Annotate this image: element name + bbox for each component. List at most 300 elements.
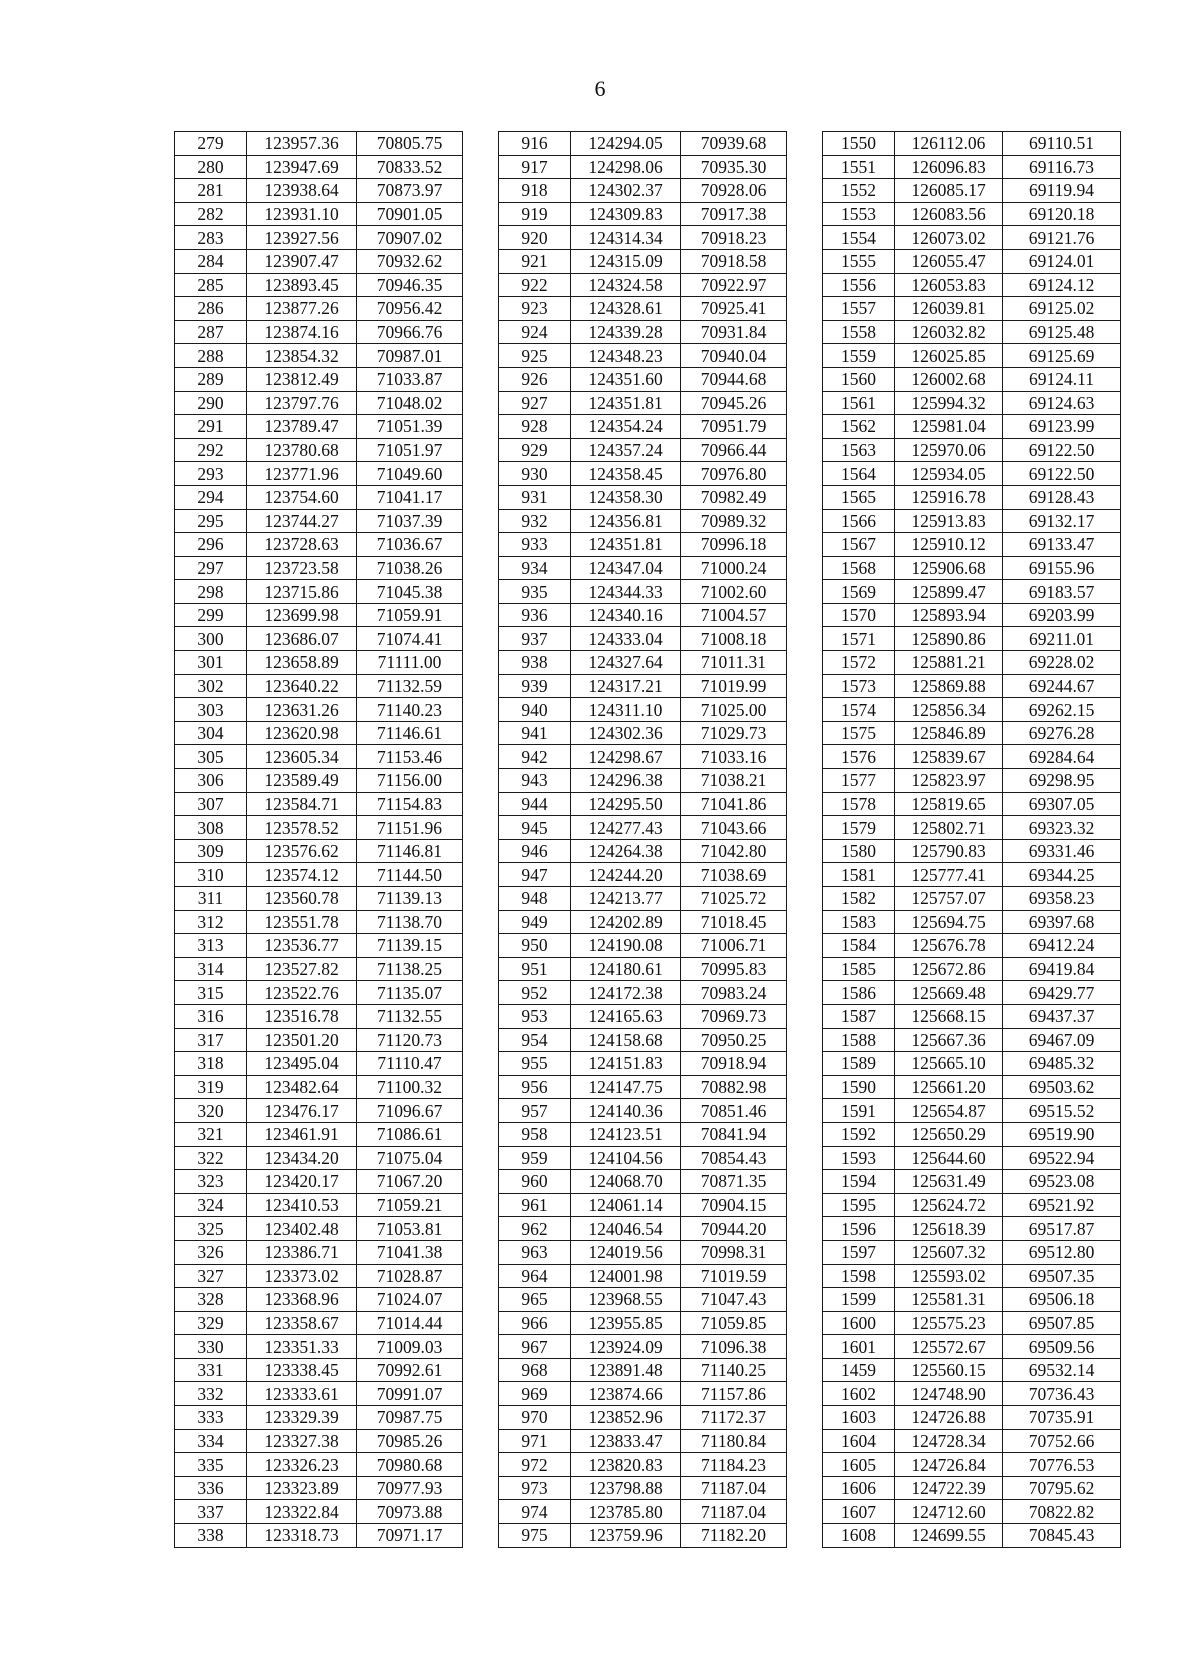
group-separator [787,745,823,769]
y-coordinate-cell: 71100.32 [357,1075,463,1099]
point-number-cell: 1553 [823,202,895,226]
table-row [175,1429,1121,1453]
table-row [175,1217,1121,1241]
point-number-cell: 328 [175,1288,247,1312]
x-coordinate-cell: 124356.81 [571,509,681,533]
y-coordinate-cell: 70873.97 [357,179,463,203]
y-coordinate-cell: 70918.23 [681,226,787,250]
table-row [175,1264,1121,1288]
y-coordinate-cell: 69121.76 [1003,226,1121,250]
x-coordinate-cell: 124348.23 [571,344,681,368]
group-separator [463,816,499,840]
table-row [175,721,1121,745]
point-number-cell: 308 [175,816,247,840]
group-separator [787,556,823,580]
x-coordinate-cell: 125593.02 [895,1264,1003,1288]
group-separator [787,580,823,604]
table-row [175,155,1121,179]
y-coordinate-cell: 69419.84 [1003,957,1121,981]
y-coordinate-cell: 71135.07 [357,981,463,1005]
table-row [175,462,1121,486]
x-coordinate-cell: 123482.64 [247,1075,357,1099]
y-coordinate-cell: 69358.23 [1003,887,1121,911]
table-row [175,1311,1121,1335]
point-number-cell: 1571 [823,627,895,651]
y-coordinate-cell: 70983.24 [681,981,787,1005]
x-coordinate-cell: 125839.67 [895,745,1003,769]
group-separator [787,816,823,840]
point-number-cell: 1550 [823,132,895,156]
group-separator [463,698,499,722]
point-number-cell: 1568 [823,556,895,580]
y-coordinate-cell: 69211.01 [1003,627,1121,651]
point-number-cell: 941 [499,721,571,745]
point-number-cell: 320 [175,1099,247,1123]
x-coordinate-cell: 123833.47 [571,1429,681,1453]
y-coordinate-cell: 70973.88 [357,1500,463,1524]
y-coordinate-cell: 71047.43 [681,1288,787,1312]
point-number-cell: 1586 [823,981,895,1005]
y-coordinate-cell: 71004.57 [681,603,787,627]
point-number-cell: 290 [175,391,247,415]
x-coordinate-cell: 125819.65 [895,792,1003,816]
y-coordinate-cell: 70925.41 [681,297,787,321]
group-separator [463,580,499,604]
y-coordinate-cell: 71049.60 [357,462,463,486]
table-row [175,698,1121,722]
y-coordinate-cell: 71140.25 [681,1358,787,1382]
point-number-cell: 294 [175,485,247,509]
x-coordinate-cell: 123589.49 [247,769,357,793]
point-number-cell: 950 [499,934,571,958]
group-separator [787,1052,823,1076]
point-number-cell: 1583 [823,910,895,934]
table-row [175,1406,1121,1430]
y-coordinate-cell: 70917.38 [681,202,787,226]
x-coordinate-cell: 123891.48 [571,1358,681,1382]
table-row [175,1004,1121,1028]
x-coordinate-cell: 123820.83 [571,1453,681,1477]
y-coordinate-cell: 69262.15 [1003,698,1121,722]
point-number-cell: 338 [175,1524,247,1548]
page-number: 6 [594,76,606,101]
point-number-cell: 1570 [823,603,895,627]
point-number-cell: 953 [499,1004,571,1028]
y-coordinate-cell: 70752.66 [1003,1429,1121,1453]
x-coordinate-cell: 123578.52 [247,816,357,840]
point-number-cell: 1562 [823,415,895,439]
point-number-cell: 293 [175,462,247,486]
x-coordinate-cell: 125916.78 [895,485,1003,509]
point-number-cell: 1566 [823,509,895,533]
point-number-cell: 326 [175,1240,247,1264]
point-number-cell: 956 [499,1075,571,1099]
y-coordinate-cell: 70931.84 [681,320,787,344]
x-coordinate-cell: 123631.26 [247,698,357,722]
x-coordinate-cell: 124244.20 [571,863,681,887]
x-coordinate-cell: 123744.27 [247,509,357,533]
point-number-cell: 948 [499,887,571,911]
x-coordinate-cell: 123333.61 [247,1382,357,1406]
x-coordinate-cell: 125893.94 [895,603,1003,627]
table-row [175,249,1121,273]
y-coordinate-cell: 70922.97 [681,273,787,297]
point-number-cell: 946 [499,839,571,863]
point-number-cell: 1578 [823,792,895,816]
x-coordinate-cell: 123536.77 [247,934,357,958]
point-number-cell: 1597 [823,1240,895,1264]
x-coordinate-cell: 124699.55 [895,1524,1003,1548]
point-number-cell: 284 [175,249,247,273]
group-separator [463,1476,499,1500]
y-coordinate-cell: 70991.07 [357,1382,463,1406]
x-coordinate-cell: 124357.24 [571,438,681,462]
point-number-cell: 1595 [823,1193,895,1217]
group-separator [787,887,823,911]
x-coordinate-cell: 125618.39 [895,1217,1003,1241]
point-number-cell: 940 [499,698,571,722]
x-coordinate-cell: 124317.21 [571,674,681,698]
x-coordinate-cell: 123931.10 [247,202,357,226]
x-coordinate-cell: 123754.60 [247,485,357,509]
x-coordinate-cell: 124344.33 [571,580,681,604]
point-number-cell: 954 [499,1028,571,1052]
table-row [175,957,1121,981]
point-number-cell: 1592 [823,1122,895,1146]
point-number-cell: 918 [499,179,571,203]
x-coordinate-cell: 124298.67 [571,745,681,769]
x-coordinate-cell: 123780.68 [247,438,357,462]
group-separator [463,249,499,273]
point-number-cell: 283 [175,226,247,250]
x-coordinate-cell: 125777.41 [895,863,1003,887]
y-coordinate-cell: 71096.38 [681,1335,787,1359]
x-coordinate-cell: 125654.87 [895,1099,1003,1123]
table-row [175,367,1121,391]
point-number-cell: 960 [499,1170,571,1194]
point-number-cell: 930 [499,462,571,486]
group-separator [463,415,499,439]
x-coordinate-cell: 123797.76 [247,391,357,415]
y-coordinate-cell: 71024.07 [357,1288,463,1312]
y-coordinate-cell: 69125.48 [1003,320,1121,344]
x-coordinate-cell: 123640.22 [247,674,357,698]
group-separator [787,1311,823,1335]
y-coordinate-cell: 69155.96 [1003,556,1121,580]
group-separator [463,1122,499,1146]
x-coordinate-cell: 126053.83 [895,273,1003,297]
point-number-cell: 925 [499,344,571,368]
y-coordinate-cell: 71019.59 [681,1264,787,1288]
x-coordinate-cell: 123323.89 [247,1476,357,1500]
table-row [175,887,1121,911]
y-coordinate-cell: 69467.09 [1003,1028,1121,1052]
x-coordinate-cell: 123759.96 [571,1524,681,1548]
x-coordinate-cell: 123368.96 [247,1288,357,1312]
x-coordinate-cell: 123771.96 [247,462,357,486]
x-coordinate-cell: 123329.39 [247,1406,357,1430]
y-coordinate-cell: 69120.18 [1003,202,1121,226]
y-coordinate-cell: 71000.24 [681,556,787,580]
point-number-cell: 966 [499,1311,571,1335]
point-number-cell: 971 [499,1429,571,1453]
table-row [175,839,1121,863]
y-coordinate-cell: 71042.80 [681,839,787,863]
x-coordinate-cell: 123327.38 [247,1429,357,1453]
x-coordinate-cell: 124302.37 [571,179,681,203]
group-separator [787,1288,823,1312]
table-row [175,1075,1121,1099]
x-coordinate-cell: 125994.32 [895,391,1003,415]
point-number-cell: 923 [499,297,571,321]
point-number-cell: 947 [499,863,571,887]
x-coordinate-cell: 124311.10 [571,698,681,722]
point-number-cell: 1560 [823,367,895,391]
point-number-cell: 1552 [823,179,895,203]
y-coordinate-cell: 69512.80 [1003,1240,1121,1264]
point-number-cell: 1605 [823,1453,895,1477]
point-number-cell: 300 [175,627,247,651]
x-coordinate-cell: 125823.97 [895,769,1003,793]
table-row [175,297,1121,321]
y-coordinate-cell: 70976.80 [681,462,787,486]
y-coordinate-cell: 71033.87 [357,367,463,391]
x-coordinate-cell: 124190.08 [571,934,681,958]
y-coordinate-cell: 69509.56 [1003,1335,1121,1359]
point-number-cell: 929 [499,438,571,462]
y-coordinate-cell: 70956.42 [357,297,463,321]
point-number-cell: 1603 [823,1406,895,1430]
x-coordinate-cell: 126073.02 [895,226,1003,250]
y-coordinate-cell: 71144.50 [357,863,463,887]
x-coordinate-cell: 125572.67 [895,1335,1003,1359]
y-coordinate-cell: 71059.21 [357,1193,463,1217]
x-coordinate-cell: 124104.56 [571,1146,681,1170]
table-row [175,509,1121,533]
point-number-cell: 324 [175,1193,247,1217]
point-number-cell: 286 [175,297,247,321]
table-row [175,320,1121,344]
group-separator [463,1311,499,1335]
coordinates-table [174,131,1121,1548]
y-coordinate-cell: 71038.26 [357,556,463,580]
group-separator [787,249,823,273]
x-coordinate-cell: 124726.88 [895,1406,1003,1430]
x-coordinate-cell: 124147.75 [571,1075,681,1099]
group-separator [463,1170,499,1194]
table-row [175,580,1121,604]
y-coordinate-cell: 71008.18 [681,627,787,651]
x-coordinate-cell: 123351.33 [247,1335,357,1359]
point-number-cell: 1591 [823,1099,895,1123]
x-coordinate-cell: 123322.84 [247,1500,357,1524]
y-coordinate-cell: 71025.00 [681,698,787,722]
y-coordinate-cell: 69523.08 [1003,1170,1121,1194]
point-number-cell: 317 [175,1028,247,1052]
group-separator [463,367,499,391]
y-coordinate-cell: 70833.52 [357,155,463,179]
y-coordinate-cell: 71006.71 [681,934,787,958]
y-coordinate-cell: 71172.37 [681,1406,787,1430]
x-coordinate-cell: 125802.71 [895,816,1003,840]
point-number-cell: 1459 [823,1358,895,1382]
x-coordinate-cell: 123318.73 [247,1524,357,1548]
y-coordinate-cell: 71036.67 [357,533,463,557]
x-coordinate-cell: 123938.64 [247,179,357,203]
y-coordinate-cell: 69119.94 [1003,179,1121,203]
point-number-cell: 934 [499,556,571,580]
point-number-cell: 1559 [823,344,895,368]
x-coordinate-cell: 123527.82 [247,957,357,981]
y-coordinate-cell: 70995.83 [681,957,787,981]
y-coordinate-cell: 70971.17 [357,1524,463,1548]
point-number-cell: 291 [175,415,247,439]
group-separator [787,1524,823,1548]
group-separator [787,674,823,698]
y-coordinate-cell: 71051.97 [357,438,463,462]
group-separator [787,1240,823,1264]
y-coordinate-cell: 71187.04 [681,1476,787,1500]
group-separator [787,769,823,793]
point-number-cell: 945 [499,816,571,840]
x-coordinate-cell: 125676.78 [895,934,1003,958]
point-number-cell: 939 [499,674,571,698]
y-coordinate-cell: 71140.23 [357,698,463,722]
x-coordinate-cell: 124151.83 [571,1052,681,1076]
group-separator [787,863,823,887]
point-number-cell: 1555 [823,249,895,273]
table-row [175,1476,1121,1500]
point-number-cell: 972 [499,1453,571,1477]
point-number-cell: 974 [499,1500,571,1524]
table-row [175,1358,1121,1382]
point-number-cell: 1558 [823,320,895,344]
point-number-cell: 336 [175,1476,247,1500]
y-coordinate-cell: 71019.99 [681,674,787,698]
group-separator [463,1028,499,1052]
table-row [175,863,1121,887]
y-coordinate-cell: 69203.99 [1003,603,1121,627]
point-number-cell: 323 [175,1170,247,1194]
x-coordinate-cell: 126025.85 [895,344,1003,368]
group-separator [787,957,823,981]
y-coordinate-cell: 71187.04 [681,1500,787,1524]
y-coordinate-cell: 71096.67 [357,1099,463,1123]
x-coordinate-cell: 126039.81 [895,297,1003,321]
x-coordinate-cell: 125575.23 [895,1311,1003,1335]
x-coordinate-cell: 124046.54 [571,1217,681,1241]
point-number-cell: 968 [499,1358,571,1382]
y-coordinate-cell: 71180.84 [681,1429,787,1453]
point-number-cell: 1575 [823,721,895,745]
point-number-cell: 304 [175,721,247,745]
table-row [175,1170,1121,1194]
x-coordinate-cell: 126112.06 [895,132,1003,156]
group-separator [787,226,823,250]
group-separator [463,1146,499,1170]
x-coordinate-cell: 123686.07 [247,627,357,651]
table-row [175,1099,1121,1123]
group-separator [787,1335,823,1359]
x-coordinate-cell: 124324.58 [571,273,681,297]
group-separator [463,934,499,958]
y-coordinate-cell: 69228.02 [1003,651,1121,675]
point-number-cell: 1599 [823,1288,895,1312]
x-coordinate-cell: 123947.69 [247,155,357,179]
x-coordinate-cell: 123812.49 [247,367,357,391]
group-separator [787,533,823,557]
point-number-cell: 916 [499,132,571,156]
point-number-cell: 281 [175,179,247,203]
group-separator [787,132,823,156]
table-row [175,651,1121,675]
y-coordinate-cell: 70966.44 [681,438,787,462]
point-number-cell: 1601 [823,1335,895,1359]
point-number-cell: 299 [175,603,247,627]
x-coordinate-cell: 124158.68 [571,1028,681,1052]
y-coordinate-cell: 70851.46 [681,1099,787,1123]
point-number-cell: 292 [175,438,247,462]
group-separator [463,438,499,462]
table-row [175,1146,1121,1170]
point-number-cell: 1564 [823,462,895,486]
group-separator [787,1122,823,1146]
y-coordinate-cell: 70982.49 [681,485,787,509]
group-separator [463,556,499,580]
y-coordinate-cell: 70795.62 [1003,1476,1121,1500]
table-row [175,556,1121,580]
y-coordinate-cell: 71154.83 [357,792,463,816]
y-coordinate-cell: 71043.66 [681,816,787,840]
point-number-cell: 943 [499,769,571,793]
point-number-cell: 969 [499,1382,571,1406]
point-number-cell: 928 [499,415,571,439]
y-coordinate-cell: 71067.20 [357,1170,463,1194]
y-coordinate-cell: 69437.37 [1003,1004,1121,1028]
x-coordinate-cell: 125910.12 [895,533,1003,557]
x-coordinate-cell: 123620.98 [247,721,357,745]
x-coordinate-cell: 123907.47 [247,249,357,273]
y-coordinate-cell: 71138.25 [357,957,463,981]
point-number-cell: 1577 [823,769,895,793]
point-number-cell: 949 [499,910,571,934]
y-coordinate-cell: 69124.12 [1003,273,1121,297]
y-coordinate-cell: 71153.46 [357,745,463,769]
y-coordinate-cell: 70992.61 [357,1358,463,1382]
y-coordinate-cell: 69522.94 [1003,1146,1121,1170]
table-row [175,1500,1121,1524]
table-row [175,179,1121,203]
group-separator [463,957,499,981]
x-coordinate-cell: 123893.45 [247,273,357,297]
point-number-cell: 1596 [823,1217,895,1241]
x-coordinate-cell: 124294.05 [571,132,681,156]
table-row [175,981,1121,1005]
group-separator [787,934,823,958]
x-coordinate-cell: 124328.61 [571,297,681,321]
table-row [175,226,1121,250]
group-separator [787,627,823,651]
x-coordinate-cell: 124314.34 [571,226,681,250]
y-coordinate-cell: 71028.87 [357,1264,463,1288]
point-number-cell: 957 [499,1099,571,1123]
x-coordinate-cell: 125981.04 [895,415,1003,439]
x-coordinate-cell: 124213.77 [571,887,681,911]
y-coordinate-cell: 70980.68 [357,1453,463,1477]
group-separator [787,1075,823,1099]
point-number-cell: 959 [499,1146,571,1170]
y-coordinate-cell: 69506.18 [1003,1288,1121,1312]
